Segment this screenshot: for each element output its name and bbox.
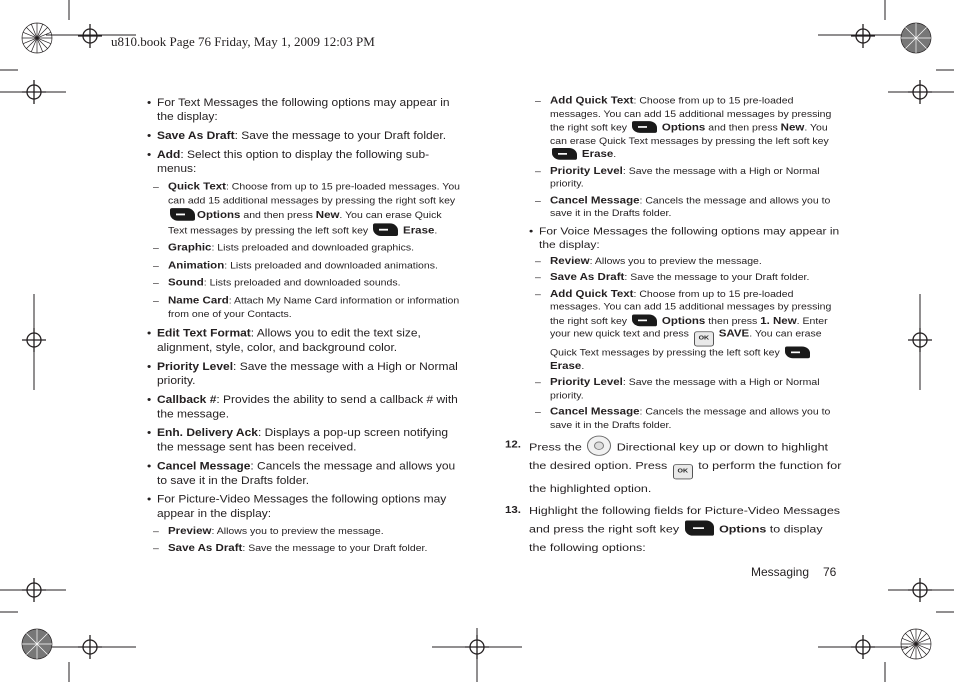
footer-section-name: Messaging xyxy=(751,565,810,579)
right-soft-key-icon xyxy=(632,314,657,326)
right-soft-key-icon xyxy=(685,521,714,536)
directional-key-icon xyxy=(587,436,611,456)
voice-section xyxy=(527,224,843,432)
voice-messages-intro: • For Voice Messages the following options may appear in the display: xyxy=(527,224,843,251)
sub-option-voice-add-quick-text: – Add Quick Text: Choose from up to 15 pre-loaded messages. You can add 15 additional messages by pressing the right soft key Options then press 1. New. Enter your new quick text and press OK SAVE. You can erase Quick Text messages by pressing the left soft key Erase. xyxy=(535,288,832,372)
left-soft-key-icon xyxy=(373,223,398,236)
left-column xyxy=(145,95,463,560)
right-soft-key-icon xyxy=(170,208,195,221)
option-save-as-draft: • Save As Draft: Save the message to your Draft folder. xyxy=(145,128,463,142)
sub-option-add-quick-text: – Add Quick Text: Choose from up to 15 pre-loaded messages. You can add 15 additional messages by pressing the right soft key Options and then press New. You can erase Quick Text messages by pressing the left soft key Erase. xyxy=(535,95,832,160)
sub-option-voice-save-as-draft: – Save As Draft: Save the message to your Draft folder. xyxy=(535,272,810,283)
sub-option-name-card: – Name Card: Attach My Name Card information or information from one of your Contacts. xyxy=(153,294,460,320)
picture-video-intro: • For Picture-Video Messages the following options may appear in the display: xyxy=(145,491,463,520)
text-messages-intro: • For Text Messages the following options may appear in the display: xyxy=(145,95,463,124)
right-column xyxy=(505,95,843,560)
sub-option-voice-cancel-message: – Cancel Message: Cancels the message and allows you to save it in the Drafts folder. xyxy=(535,407,831,431)
footer-page-number: 76 xyxy=(823,565,837,579)
option-enh-delivery-ack: • Enh. Delivery Ack: Displays a pop-up screen notifying the message sent has been received. xyxy=(145,425,463,454)
sub-option-pv-cancel-message: – Cancel Message: Cancels the message and allows you to save it in the Drafts folder. xyxy=(535,195,831,219)
option-callback: • Callback #: Provides the ability to send a callback # with the message. xyxy=(145,392,463,421)
sub-option-voice-priority-level: – Priority Level: Save the message with a High or Normal priority. xyxy=(535,377,820,401)
print-header: u810.book Page 76 Friday, May 1, 2009 12:03 PM xyxy=(111,34,375,49)
sub-option-pv-save-as-draft: – Save As Draft: Save the message to your Draft folder. xyxy=(153,543,428,554)
option-priority-level: • Priority Level: Save the message with a High or Normal priority. xyxy=(145,359,463,388)
sub-option-review: – Review: Allows you to preview the message. xyxy=(535,256,762,267)
right-soft-key-icon xyxy=(632,121,657,133)
sub-option-sound: – Sound: Lists preloaded and downloaded sounds. xyxy=(153,277,401,289)
ok-key-icon: OK xyxy=(673,464,693,479)
sub-option-quick-text: – Quick Text: Choose from up to 15 pre-loaded messages. You can add 15 additional messages by pressing the right soft key Options and then press New. You can erase Quick Text messages by pressing the left soft key Erase. xyxy=(153,181,461,236)
left-soft-key-icon xyxy=(552,148,577,160)
left-soft-key-icon xyxy=(785,346,810,358)
sub-option-pv-priority-level: – Priority Level: Save the message with a High or Normal priority. xyxy=(535,166,820,190)
step-13: 13. Highlight the following fields for Picture-Video Messages and press the right soft key Options to display the following options: xyxy=(505,504,841,554)
right-pv-suboptions xyxy=(527,95,843,221)
option-cancel-message: • Cancel Message: Cancels the message and allows you to save it in the Drafts folder. xyxy=(145,458,463,487)
option-add: • Add: Select this option to display the following sub-menus: xyxy=(145,147,463,176)
sub-option-preview: – Preview: Allows you to preview the message. xyxy=(153,525,384,537)
option-edit-text-format: • Edit Text Format: Allows you to edit the text size, alignment, style, color, and background color. xyxy=(145,325,463,354)
step-12: 12. Press the Directional key up or down to highlight the desired option. Press OK to perform the function for the highlighted option. xyxy=(505,436,843,498)
sub-option-graphic: – Graphic: Lists preloaded and downloaded graphics. xyxy=(153,242,415,254)
ok-key-icon: OK xyxy=(694,331,714,346)
sub-option-animation: – Animation: Lists preloaded and downloaded animations. xyxy=(153,259,438,271)
